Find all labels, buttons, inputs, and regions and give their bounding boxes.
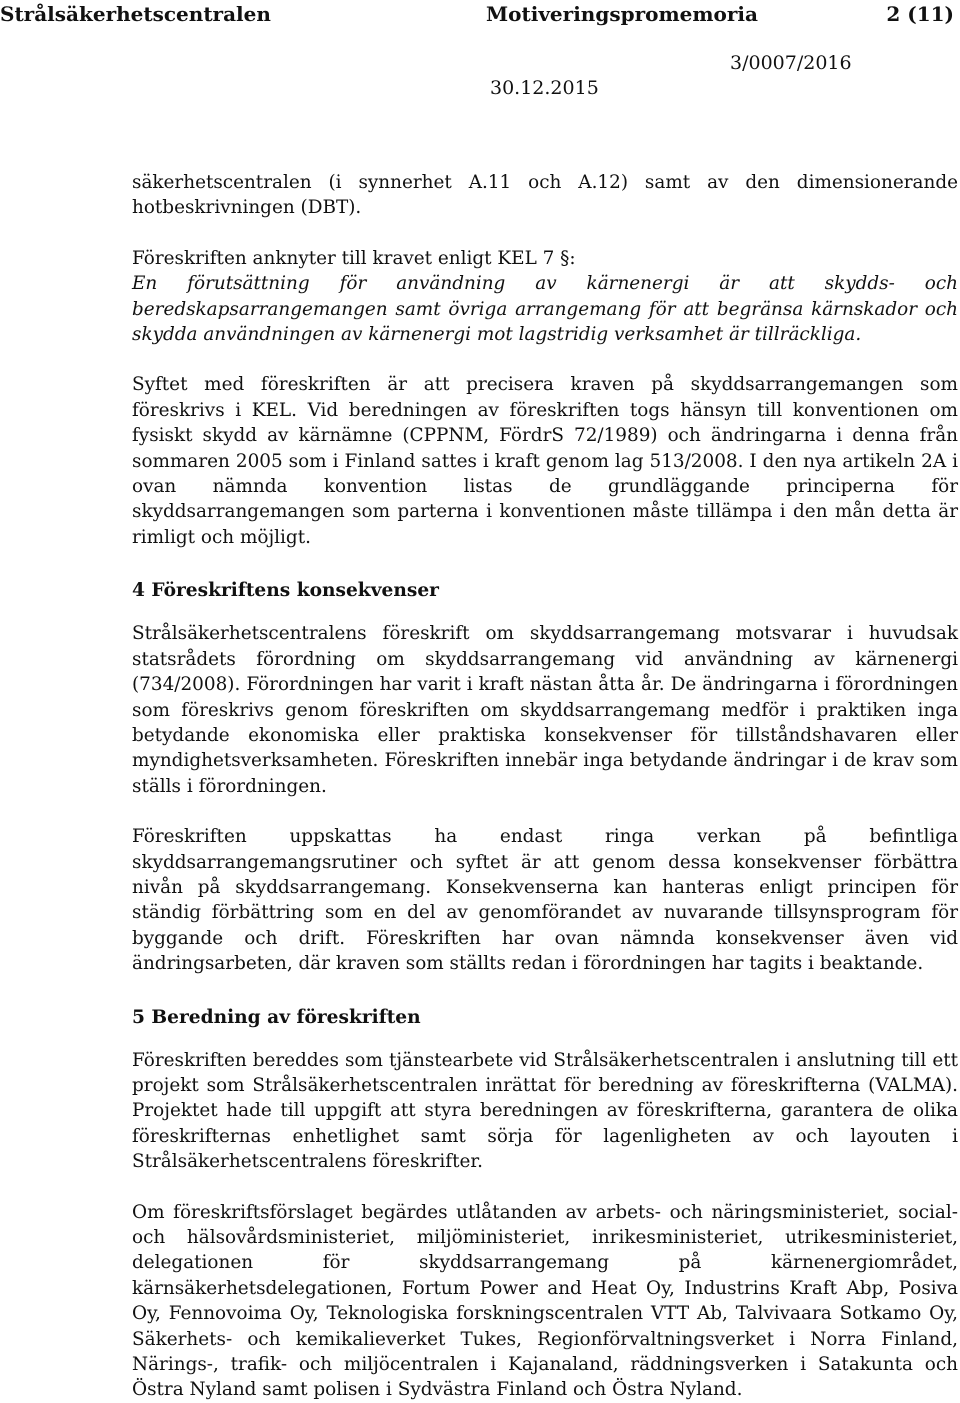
header-organization: Strålsäkerhetscentralen bbox=[0, 2, 271, 26]
paragraph-preparation-1: Föreskriften bereddes som tjänstearbete vid Strålsäkerhetscentralen i anslutning till ett projekt som Strålsäkerhetscentralen inrättat för beredning av föreskrifterna (VALMA). Projektet hade till uppgift att styra beredningen av föreskrifterna, garantera de olika föreskrifternas enhetlighet samt sörja för lagenligheten av och layouten i Strålsäkerhetscentralens föreskrifter. bbox=[132, 1049, 958, 1173]
paragraph-kel-quote: En förutsättning för användning av kärnenergi är att skydds- och beredskapsarrangemangen samt övriga arrangemang för att begränsa kärnskador och skydda användningen av kärnenergi mot lagstridig verksamhet är tillräckliga. bbox=[132, 273, 958, 346]
paragraph-consequences-1: Strålsäkerhetscentralens föreskrift om skyddsarrangemang motsvarar i huvudsak statsrådets förordning om skyddsarrangemang vid användning av kärnenergi (734/2008). Förordningen har varit i kraft nästan åtta år. De ändringarna i förordningen som föreskrivs genom föreskriften om skyddsarrangemang medför i praktiken inga betydande ekonomiska eller praktiska konsekvenser för tillståndshavaren eller myndighetsverksamheten. Föreskriften innebär inga betydande ändringar i de krav som ställs i förordningen. bbox=[132, 623, 958, 797]
document-body bbox=[132, 170, 958, 1403]
paragraph-consequences-2: Föreskriften uppskattas ha endast ringa verkan på befintliga skyddsarrangemangsrutiner och syftet är att genom dessa konsekvenser förbättra nivån på skyddsarrangemang. Konsekvenserna kan hanteras enligt principen för ständig förbättring som en del av genomförandet av nuvarande tillsynsprogram för byggande och drift. Föreskriften har ovan nämnda konsekvenser även vid ändringsarbeten, där kraven som ställts redan i förordningen har tagits i beaktande. bbox=[132, 826, 958, 975]
paragraph-continued: säkerhetscentralen (i synnerhet A.11 och A.12) samt av den dimensionerande hotbeskrivningen (DBT). bbox=[132, 172, 958, 219]
page-header bbox=[0, 0, 960, 30]
paragraph-preparation-2: Om föreskriftsförslaget begärdes utlåtanden av arbets- och näringsministeriet, social- och hälsovårdsministeriet, miljöministeriet, inrikesministeriet, utrikesministeriet, delegationen för skyddsarrangemang på kärnenergiområdet, kärnsäkerhetsdelegationen, Fortum Power and Heat Oy, Industrins Kraft Abp, Posiva Oy, Fennovoima Oy, Teknologiska forskningscentralen VTT Ab, Talvivaara Sotkamo Oy, Säkerhets- och kemikalieverket Tukes, Regionförvaltningsverket i Norra Finland, Närings-, trafik- och miljöcentralen i Kajanaland, räddningsverken i Satakunta och Östra Nyland samt polisen i Sydvästra Finland och Östra Nyland. bbox=[132, 1201, 958, 1401]
header-page-number: 2 (11) bbox=[886, 2, 954, 26]
paragraph-kel-intro: Föreskriften anknyter till kravet enligt KEL 7 §: bbox=[132, 247, 576, 269]
section-heading-preparation: 5 Beredning av föreskriften bbox=[132, 1006, 421, 1028]
paragraph-purpose: Syftet med föreskriften är att precisera kraven på skyddsarrangemangen som föreskrivs i KEL. Vid beredningen av föreskriften togs hänsyn till konventionen om fysiskt skydd av kärnämne (CPPNM, FördrS 72/1989) och ändringarna i denna från sommaren 2005 som i Finland sattes i kraft genom lag 513/2008. I den nya artikeln 2A i ovan nämnda konvention listas de grundläggande principerna för skyddsarrangemangen som parterna i konventionen måste tillämpa i den mån detta är rimligt och möjligt. bbox=[132, 374, 958, 548]
header-document-type: Motiveringspromemoria bbox=[486, 2, 758, 26]
section-heading-consequences: 4 Föreskriftens konsekvenser bbox=[132, 580, 439, 602]
document-reference: 3/0007/2016 bbox=[730, 52, 852, 74]
document-date: 30.12.2015 bbox=[490, 77, 599, 99]
